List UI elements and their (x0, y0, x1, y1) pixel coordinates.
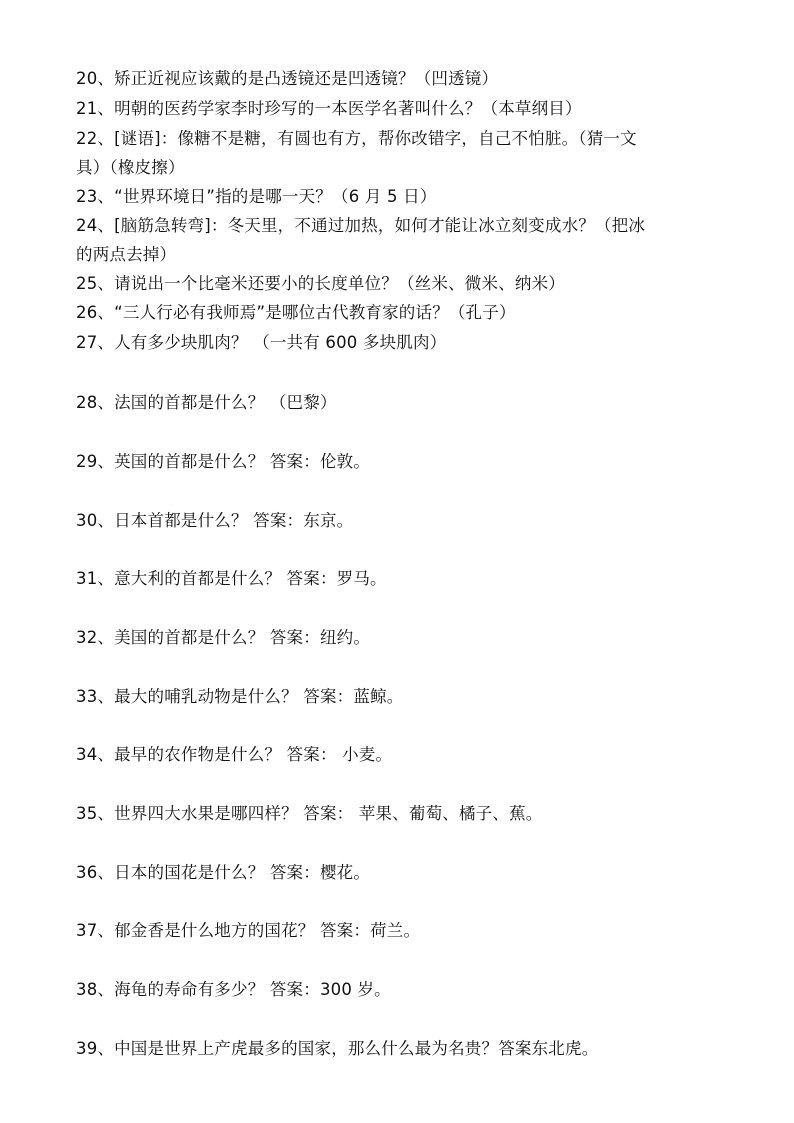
question-36: 36、日本的国花是什么？ 答案：樱花。 (76, 863, 371, 882)
question-38: 38、海龟的寿命有多少？ 答案：300 岁。 (76, 980, 391, 999)
question-28: 28、法国的首都是什么？ （巴黎） (76, 393, 337, 412)
question-37: 37、郁金香是什么地方的国花？ 答案：荷兰。 (76, 921, 421, 940)
question-34: 34、最早的农作物是什么？ 答案： 小麦。 (76, 745, 393, 764)
question-33: 33、最大的哺乳动物是什么？ 答案：蓝鲸。 (76, 687, 404, 706)
question-21: 21、明朝的医药学家李时珍写的一本医学名著叫什么？（本草纲目） (76, 99, 582, 118)
question-20: 20、矫正近视应该戴的是凸透镜还是凹透镜？（凹透镜） (76, 69, 499, 88)
question-23: 23、“世界环境日”指的是哪一天？（6 月 5 日） (76, 187, 437, 206)
question-27: 27、人有多少块肌肉？ （一共有 600 多块肌肉） (76, 333, 447, 352)
question-30: 30、日本首都是什么？ 答案：东京。 (76, 511, 354, 530)
question-25: 25、请说出一个比毫米还要小的长度单位？（丝米、微米、纳米） (76, 274, 565, 293)
question-35: 35、世界四大水果是哪四样？ 答案： 苹果、葡萄、橘子、蕉。 (76, 804, 543, 823)
question-24-continuation: 的两点去掉） (76, 245, 177, 264)
question-31: 31、意大利的首都是什么？ 答案：罗马。 (76, 569, 387, 588)
question-39: 39、中国是世界上产虎最多的国家，那么什么最为名贵？答案东北虎。 (76, 1039, 599, 1058)
question-32: 32、美国的首都是什么？ 答案：纽约。 (76, 628, 371, 647)
question-22-continuation: 具）（橡皮擦） (76, 158, 185, 177)
question-24: 24、[脑筋急转弯]：冬天里，不通过加热，如何才能让冰立刻变成水？（把冰 (76, 216, 646, 235)
question-22: 22、[谜语]：像糖不是糖，有圆也有方，帮你改错字，自己不怕脏。（猜一文 (76, 129, 637, 148)
question-26: 26、“三人行必有我师焉”是哪位古代教育家的话？（孔子） (76, 303, 516, 322)
question-29: 29、英国的首都是什么？ 答案：伦敦。 (76, 452, 371, 471)
